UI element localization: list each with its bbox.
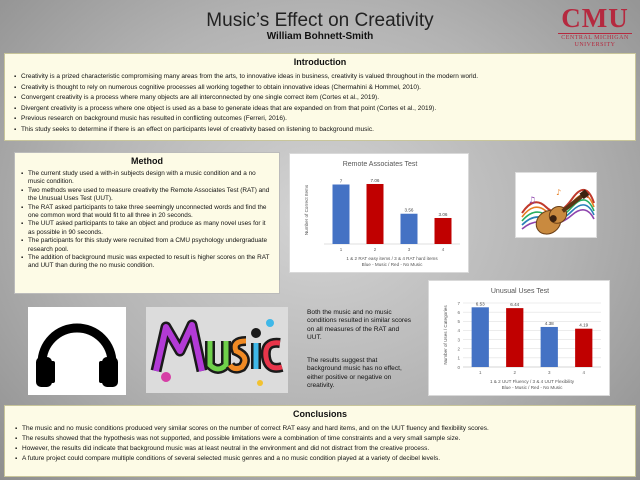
y-tick-label: 4 xyxy=(457,328,460,334)
logo-divider xyxy=(558,33,632,34)
data-label: 4.19 xyxy=(579,322,589,328)
x-axis-label-2: Blue - Music / Red - No Music xyxy=(361,262,423,267)
x-tick-label: 3 xyxy=(547,370,551,375)
rat-chart-panel xyxy=(289,153,469,273)
list-item: ▪ However, the results did indicate that background music was at least neutral in the environment and did not distract from the creative process. xyxy=(15,444,627,454)
data-label: 3.56 xyxy=(404,207,414,213)
chart-bar xyxy=(435,218,452,244)
y-tick-label: 7 xyxy=(457,300,460,306)
list-item: ▪ Previous research on background music has resulted in conflicting outcomes (Ferreri, 2016). xyxy=(14,114,628,125)
data-label: 3.06 xyxy=(438,211,448,217)
x-axis-label: 1 & 2 UUT Fluency / 3 & 4 UUT Flexibility xyxy=(489,379,575,384)
chart-bar xyxy=(472,307,489,367)
list-item: ▪ The music and no music conditions produced very similar scores on the number of correct RAT easy and hard items, and on the UUT fluency and flexibility scores. xyxy=(15,424,627,434)
y-tick-label: 6 xyxy=(457,309,460,315)
y-tick-label: 5 xyxy=(457,319,460,325)
x-tick-label: 4 xyxy=(582,370,586,375)
method-list xyxy=(15,166,279,271)
list-item: ▪ The current study used a with-in subjects design with a music condition and a no music condition. xyxy=(21,170,273,187)
data-label: 4.38 xyxy=(544,320,554,326)
list-item: ▪ The participants for this study were recruited from a CMU psychology undergraduate research pool. xyxy=(21,237,273,254)
uut-chart-panel xyxy=(428,280,610,396)
uut-bar-chart xyxy=(429,281,611,397)
data-label: 7 xyxy=(339,178,343,184)
chart-bar xyxy=(541,327,558,367)
method-section xyxy=(14,152,280,294)
chart-bar xyxy=(367,184,384,244)
y-axis-label: Number of Uses / Categories xyxy=(443,305,448,365)
chart-bar xyxy=(506,308,523,367)
x-axis-label-2: Blue - Music / Red - No Music xyxy=(501,385,563,390)
headphones-icon xyxy=(28,307,126,395)
x-axis-label: 1 & 2 RAT easy items / 3 & 4 RAT hard items xyxy=(346,256,438,261)
chart-bar xyxy=(333,185,350,245)
guitar-icon xyxy=(516,173,598,239)
data-label: 7.06 xyxy=(370,177,380,183)
list-item: ▪ A future project could compare multiple conditions of several selected music genres and a no music condition played at a variety of decibel levels. xyxy=(15,454,627,464)
list-item: ▪ The addition of background music was expected to result is higher scores on the RAT and UUT than during the no music condition. xyxy=(21,254,273,271)
rat-bar-chart xyxy=(290,154,470,274)
list-item: ▪ The UUT asked participants to take an object and produce as many novel uses for it as possible in 90 seconds. xyxy=(21,220,273,237)
list-item: ▪ Creativity is a prized characteristic compromising many areas from the arts, to innovative ideas in business, creativity is valued throughout in the modern world. xyxy=(14,72,628,83)
conclusions-list xyxy=(5,419,635,464)
conclusions-heading: Conclusions xyxy=(292,409,347,419)
method-heading: Method xyxy=(131,156,163,166)
guitar-image xyxy=(515,172,597,238)
logo-subtitle-1: CENTRAL MICHIGAN xyxy=(561,35,629,41)
list-item: ▪ Convergent creativity is a process where many objects are all interconnected by one single correct item (Cortes et al., 2019). xyxy=(14,93,628,104)
x-tick-label: 1 xyxy=(478,370,482,375)
list-item: ▪ The results showed that the hypothesis was not supported, and possible limitations were a combination of time constraints and a very small sample size. xyxy=(15,434,627,444)
y-tick-label: 1 xyxy=(457,355,460,361)
results-summary-1: Both the music and no music conditions resulted in similar scores on all measures of the RAT and UUT. xyxy=(307,309,412,341)
results-summary-2: The results suggest that background music has no effect, either positive or negative on creativity. xyxy=(307,357,402,389)
list-item: ▪ The RAT asked participants to take three seemingly unconnected words and find the one common word that would fit to all three in 20 seconds. xyxy=(21,204,273,221)
music-graffiti-image xyxy=(146,307,288,393)
logo-subtitle-2: UNIVERSITY xyxy=(574,42,616,48)
chart-title: Remote Associates Test xyxy=(342,161,418,168)
poster-author: William Bohnett-Smith xyxy=(266,31,374,42)
graffiti-icon xyxy=(146,307,288,393)
list-item: ▪ Divergent creativity is a process where one object is used as a base to generate ideas that are expanded on from that point (Cortes et al., 2019). xyxy=(14,104,628,115)
y-tick-label: 0 xyxy=(457,364,460,370)
x-tick-label: 1 xyxy=(339,247,343,252)
logo-text: CMU xyxy=(561,3,629,33)
data-label: 6.44 xyxy=(510,302,520,308)
introduction-list xyxy=(5,67,635,136)
x-tick-label: 2 xyxy=(513,370,517,375)
svg-text:♫: ♫ xyxy=(528,196,537,206)
chart-bar xyxy=(575,329,592,367)
y-tick-label: 3 xyxy=(457,337,460,343)
list-item: ▪ Two methods were used to measure creativity the Remote Associates Test (RAT) and the Unusual Uses Test (UUT). xyxy=(21,187,273,204)
svg-text:♪: ♪ xyxy=(556,188,562,197)
list-item: ▪ Creativity is thought to rely on numerous cognitive processes all working together to obtain innovative ideas (Chermahini & Hommel, 2010). xyxy=(14,83,628,94)
introduction-heading: Introduction xyxy=(293,57,347,67)
x-tick-label: 4 xyxy=(441,247,445,252)
chart-title: Unusual Uses Test xyxy=(490,288,550,295)
x-tick-label: 3 xyxy=(407,247,411,252)
conclusions-section xyxy=(4,405,636,477)
list-item: ▪ This study seeks to determine if there is an effect on participants level of creativity based on listening to background music. xyxy=(14,125,628,136)
introduction-section xyxy=(4,53,636,141)
chart-bar xyxy=(401,214,418,244)
y-axis-label: Number of Correct Items xyxy=(304,184,309,236)
x-tick-label: 2 xyxy=(373,247,377,252)
cmu-logo xyxy=(556,4,634,49)
headphones-image xyxy=(28,307,126,395)
data-label: 6.53 xyxy=(475,301,485,307)
y-tick-label: 2 xyxy=(457,346,460,352)
poster-title: Music’s Effect on Creativity xyxy=(206,10,434,31)
